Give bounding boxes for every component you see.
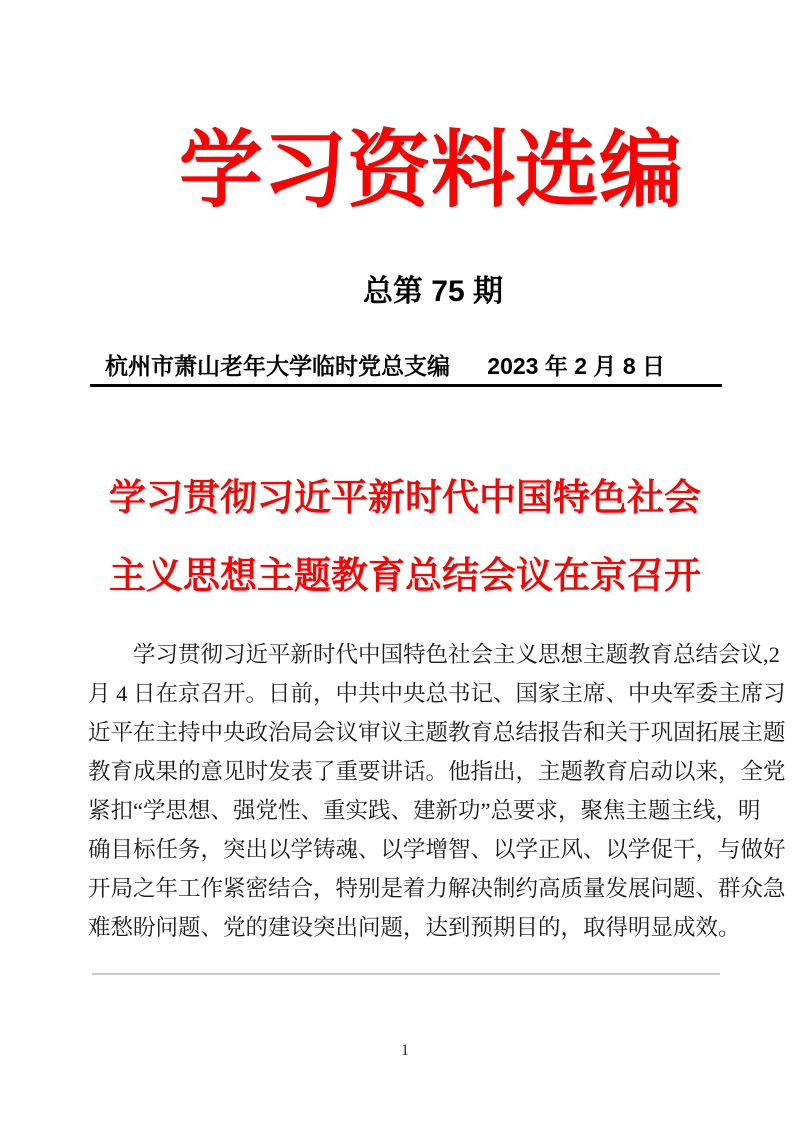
body-line: 近平在主持中央政治局会议审议主题教育总结报告和关于巩固拓展主题 [88, 720, 786, 745]
article-title [88, 459, 722, 615]
header-divider-rule [90, 384, 722, 387]
issue-number: 总第 75 期 [362, 275, 504, 308]
footer-divider-rule [92, 973, 720, 975]
body-line: 学习贯彻习近平新时代中国特色社会主义思想主题教育总结会议,2 [133, 642, 780, 667]
body-line: 教育成果的意见时发表了重要讲话。他指出，主题教育启动以来，全党 [88, 759, 786, 784]
body-line: 开局之年工作紧密结合，特别是着力解决制约高质量发展问题、群众急 [88, 876, 786, 901]
page-number: 1 [401, 1042, 409, 1059]
publication-date: 2023 年 2 月 8 日 [487, 352, 665, 379]
article-body [88, 635, 786, 947]
content-area [88, 0, 786, 1131]
publisher-row [88, 348, 722, 380]
article-title-line-2: 主义思想主题教育总结会议在京召开 [109, 555, 701, 596]
body-line: 月 4 日在京召开。日前，中共中央总书记、国家主席、中央军委主席习 [88, 681, 786, 706]
publisher-name: 杭州市萧山老年大学临时党总支编 [105, 352, 450, 379]
masthead-title: 学习资料选编 [178, 123, 683, 217]
article-title-line-1: 学习贯彻习近平新时代中国特色社会 [109, 477, 701, 518]
body-line: 紧扣“学思想、强党性、重实践、建新功”总要求，聚焦主题主线，明 [88, 798, 761, 823]
body-line: 难愁盼问题、党的建设突出问题，达到预期目的，取得明显成效。 [88, 915, 741, 940]
body-line: 确目标任务，突出以学铸魂、以学增智、以学正风、以学促干，与做好 [88, 837, 786, 862]
